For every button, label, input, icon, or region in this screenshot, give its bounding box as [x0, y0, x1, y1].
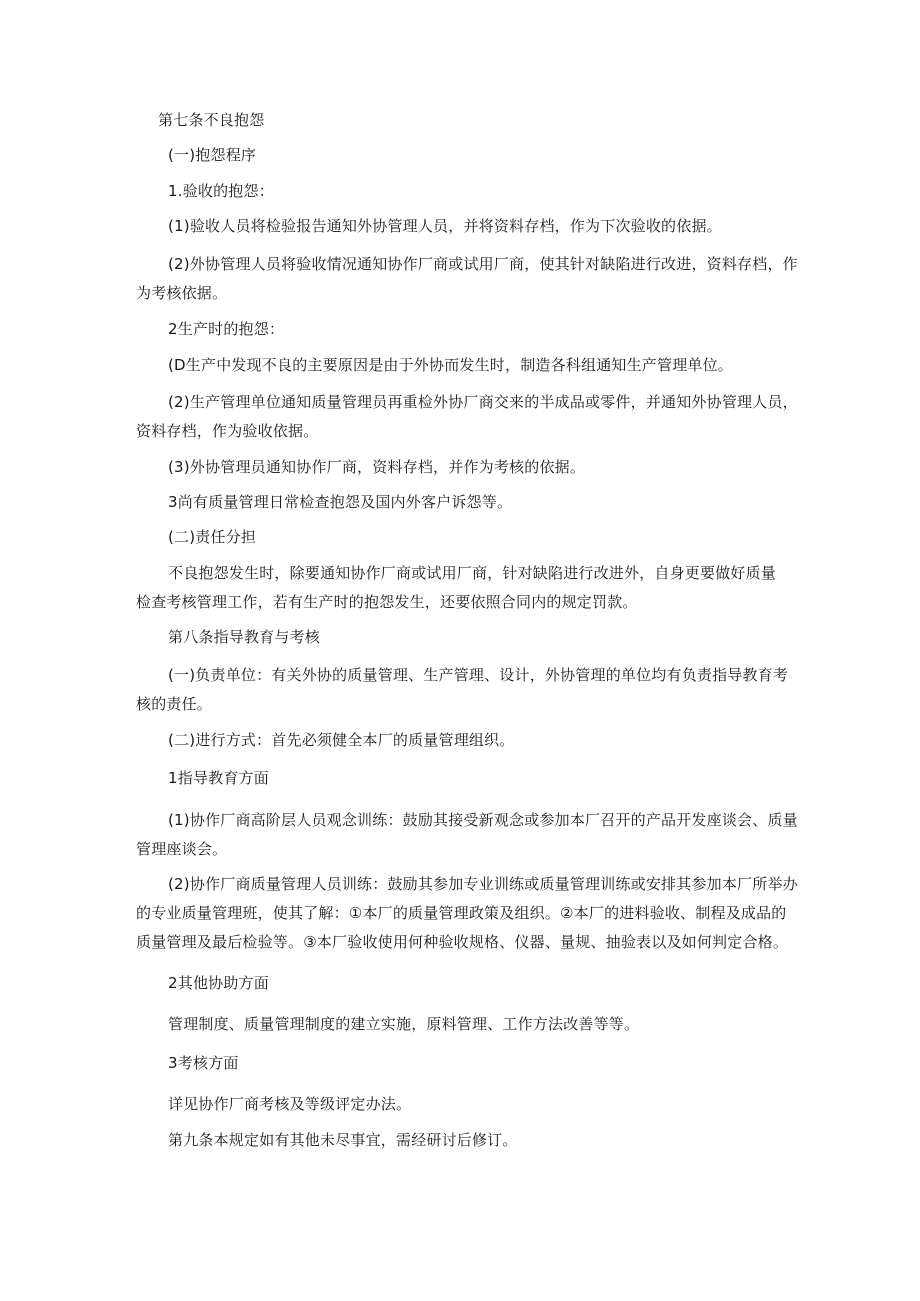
subsection-heading: 1.验收的抱怨： — [168, 182, 274, 200]
article-8-heading: 第八条指导教育与考核 — [168, 628, 321, 646]
article-7-heading: 第七条不良抱怨 — [158, 111, 265, 129]
section-heading: (二)责任分担 — [168, 528, 257, 546]
paragraph-line: 管理制度、质量管理制度的建立实施，原料管理、工作方法改善等等。 — [168, 1015, 640, 1033]
paragraph-line: 管理座谈会。 — [136, 840, 228, 858]
paragraph-line: (1)验收人员将检验报告通知外协管理人员，并将资料存档，作为下次验收的依据。 — [168, 217, 722, 235]
paragraph-line: (2)协作厂商质量管理人员训练：鼓励其参加专业训练或质量管理训练或安排其参加本厂所举办 — [168, 875, 798, 893]
subsection-heading: 1指导教育方面 — [168, 769, 269, 787]
paragraph-line: (一)负责单位：有关外协的质量管理、生产管理、设计，外协管理的单位均有负责指导教育考 — [168, 666, 789, 684]
paragraph-line: (1)协作厂商高阶层人员观念训练：鼓励其接受新观念或参加本厂召开的产品开发座谈会、质量 — [168, 811, 798, 829]
subsection-heading: 2生产时的抱怨： — [168, 320, 285, 338]
paragraph-line: 资料存档，作为验收依据。 — [136, 422, 319, 440]
paragraph-line: 质量管理及最后检验等。③本厂验收使用何种验收规格、仪器、量规、抽验表以及如何判定合格。 — [136, 933, 789, 951]
paragraph-line: (二)进行方式：首先必须健全本厂的质量管理组织。 — [168, 731, 515, 749]
paragraph-line: 不良抱怨发生时，除要通知协作厂商或试用厂商，针对缺陷进行改进外，自身更要做好质量 — [168, 564, 777, 582]
paragraph-line: 3尚有质量管理日常检查抱怨及国内外客户诉怨等。 — [168, 493, 513, 511]
paragraph-line: (2)生产管理单位通知质量管理员再重检外协厂商交来的半成品或零件，并通知外协管理人员， — [168, 393, 798, 411]
section-heading: (一)抱怨程序 — [168, 146, 257, 164]
paragraph-line: (D生产中发现不良的主要原因是由于外协而发生时，制造各科组通知生产管理单位。 — [168, 356, 734, 374]
paragraph-line: 的专业质量管理班，使其了解：①本厂的质量管理政策及组织。②本厂的进料验收、制程及成品的 — [136, 904, 787, 922]
paragraph-line: 检查考核管理工作，若有生产时的抱怨发生，还要依照合同内的规定罚款。 — [136, 593, 638, 611]
article-9-heading: 第九条本规定如有其他未尽事宜，需经研讨后修订。 — [168, 1131, 518, 1149]
paragraph-line: (2)外协管理人员将验收情况通知协作厂商或试用厂商，使其针对缺陷进行改进，资料存档，作 — [168, 255, 798, 273]
paragraph-line: 详见协作厂商考核及等级评定办法。 — [168, 1095, 412, 1113]
subsection-heading: 3考核方面 — [168, 1054, 239, 1072]
paragraph-line: 核的责任。 — [136, 695, 213, 713]
paragraph-line: (3)外协管理员通知协作厂商，资料存档，并作为考核的依据。 — [168, 458, 586, 476]
paragraph-line: 为考核依据。 — [136, 284, 228, 302]
subsection-heading: 2其他协助方面 — [168, 974, 269, 992]
